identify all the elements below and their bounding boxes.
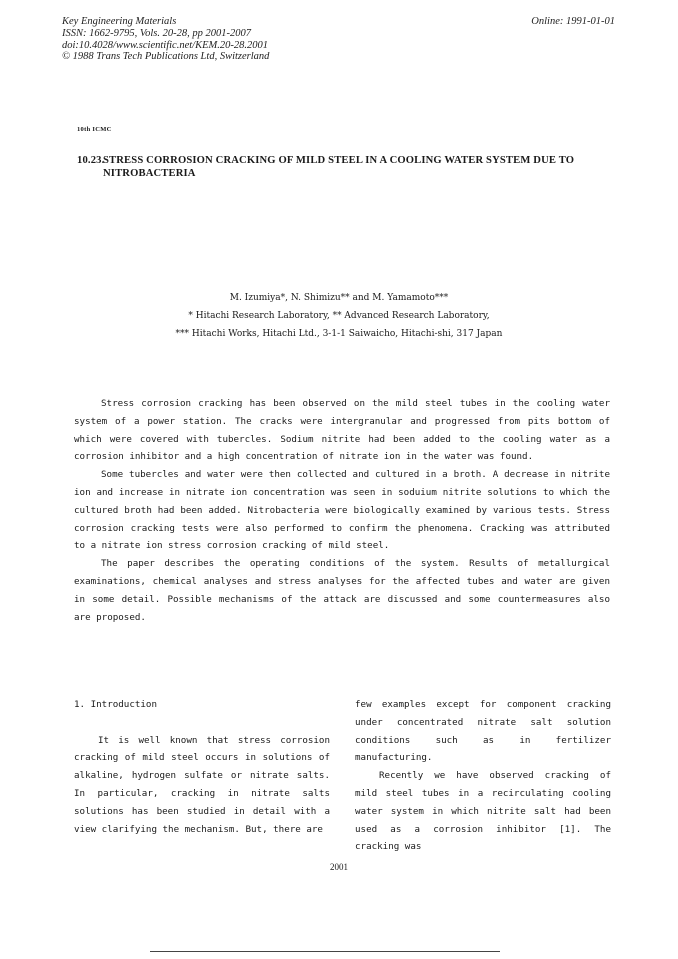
abstract (74, 395, 610, 626)
conference-label: 10th ICMC (77, 126, 112, 133)
intro-paragraph-1: It is well known that stress corrosion cracking of mild steel occurs in solutions of alkaline, hydrogen sulfate or nitrate salts. In particular, cracking in nitrate salts solutions has been studied in detail with a view clarifying the mechanism. But, there are (74, 734, 330, 835)
section-heading-introduction: 1. Introduction (74, 699, 157, 710)
section-number: 10.23. (77, 155, 105, 166)
copyright-line: © 1988 Trans Tech Publications Ltd, Switzerland (62, 51, 270, 63)
abstract-paragraph-1: Stress corrosion cracking has been observed on the mild steel tubes in the cooling water system of a power station. The cracks were intergranular and progressed from pits bottom of which were covered with tubercles. Sodium nitrite had been added to the cooling water as a corrosion inhibitor and a high concentration of nitrate ion in the water was found. (74, 398, 610, 463)
abstract-paragraph-3: The paper describes the operating conditions of the system. Results of metallurgical examinations, chemical analyses and stress analyses for the affected tubes and water are given in some detail. Possible mechanisms of the attack are discussed and some countermeasures also are proposed. (74, 558, 610, 623)
intro-paragraph-2: Recently we have observed cracking of mild steel tubes in a recirculating cooling water system in which nitrite salt had been used as a corrosion inhibitor [1]. The cracking was (355, 770, 611, 853)
abstract-paragraph-2: Some tubercles and water were then collected and cultured in a broth. A decrease in nitrite ion and increase in nitrate ion concentration was seen in soduium nitrite solutions to which the cultured broth had been added. Nitrobacteria were biologically examined by various tests. Stress corrosion cracking tests were also performed to confirm the phenomena. Cracking was attributed to a nitrate ion stress corrosion cracking of mild steel. (74, 469, 610, 552)
affiliation-2: *** Hitachi Works, Hitachi Ltd., 3-1-1 Saiwaicho, Hitachi-shi, 317 Japan (175, 329, 503, 339)
publication-metadata (62, 16, 269, 63)
author-block (0, 289, 678, 343)
affiliation-1: * Hitachi Research Laboratory, ** Advanced Research Laboratory, (188, 311, 490, 321)
title-line-1: STRESS CORROSION CRACKING OF MILD STEEL IN A COOLING WATER SYSTEM DUE TO (103, 155, 575, 166)
footer-rule (150, 951, 500, 952)
page-number: 2001 (330, 862, 348, 872)
left-column (74, 696, 330, 838)
paper-title (77, 154, 617, 180)
right-column (355, 696, 611, 856)
title-line-2: NITROBACTERIA (103, 168, 196, 179)
online-date: Online: 1991-01-01 (531, 16, 615, 27)
doi-line[interactable]: doi:10.4028/www.scientific.net/KEM.20-28.2001 (62, 39, 268, 51)
journal-name: Key Engineering Materials (62, 16, 177, 27)
issn-line: ISSN: 1662-9795, Vols. 20-28, pp 2001-2007 (62, 27, 251, 39)
intro-paragraph-1-continued: few examples except for component cracking under concentrated nitrate salt solution conditions such as in fertilizer manufacturing. (355, 699, 611, 764)
author-names: M. Izumiya*, N. Shimizu** and M. Yamamoto*** (229, 293, 449, 303)
